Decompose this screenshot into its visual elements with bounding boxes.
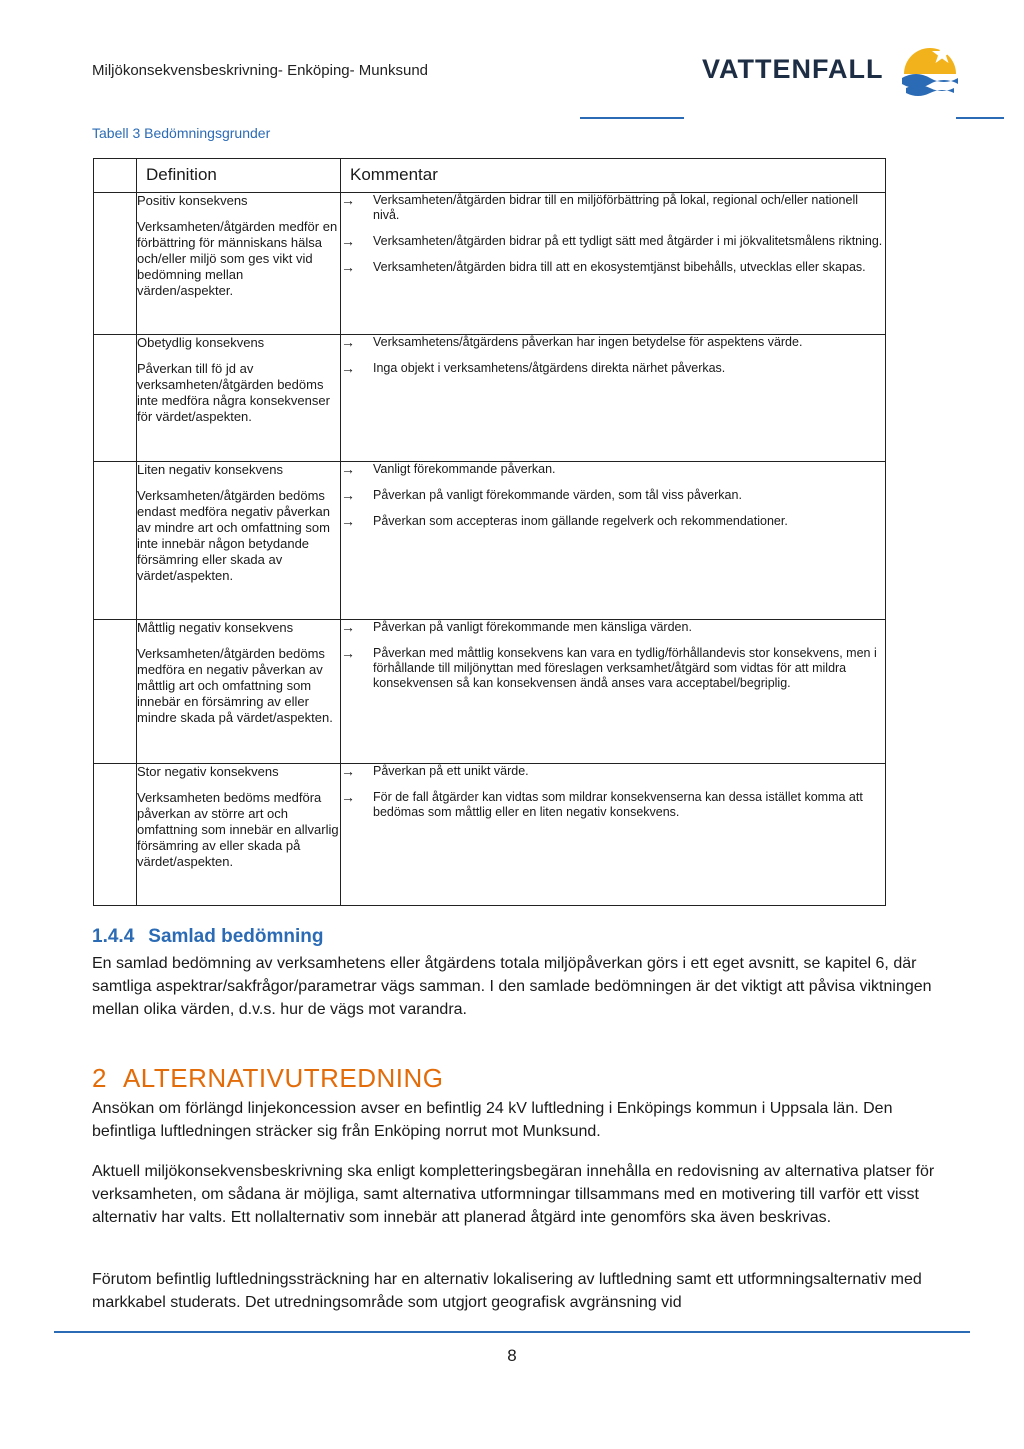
- table-caption: Tabell 3 Bedömningsgrunder: [92, 125, 271, 141]
- comment-text: För de fall åtgärder kan vidtas som mildrar konsekvenserna kan dessa istället komma att bedömas som måttlig eller en liten negativ konsekvens.: [373, 790, 863, 819]
- definition-cell: [137, 764, 341, 906]
- arrow-right-icon: →: [341, 259, 355, 275]
- definition-title: Stor negativ konsekvens: [137, 764, 279, 779]
- table-row: [94, 193, 886, 335]
- table-row: [94, 462, 886, 620]
- section-number: 1.4.4: [92, 926, 135, 947]
- section-paragraph: En samlad bedömning av verksamhetens eller åtgärdens totala miljöpåverkan görs i ett eget avsnitt, se kapitel 6, där samtliga aspektrar/sakfrågor/parametrar vägs samman. I den samlade bedömningen är det viktigt att påvisa viktningen mellan olika värden, d.v.s. hur de vägs mot varandra.: [92, 955, 932, 1018]
- definition-title: Obetydlig konsekvens: [137, 335, 265, 350]
- arrow-right-icon: →: [341, 513, 355, 529]
- comment-text: Verksamhetens/åtgärdens påverkan har ingen betydelse för aspektens värde.: [373, 335, 803, 349]
- section-title: Samlad bedömning: [148, 926, 324, 947]
- comment-item: [341, 234, 885, 249]
- color-swatch: [94, 335, 137, 462]
- comment-text: Verksamheten/åtgärden bidra till att en ekosystemtjänst bibehålls, utvecklas eller skapas.: [373, 260, 866, 274]
- comment-text: Verksamheten/åtgärden bidrar till en miljöförbättring på lokal, regional och/eller nationell nivå.: [373, 193, 858, 222]
- page-number: 8: [507, 1346, 517, 1365]
- chapter-number: 2: [92, 1063, 107, 1093]
- comment-item: [341, 462, 885, 477]
- comment-item: [341, 193, 885, 223]
- color-swatch: [94, 620, 137, 764]
- vattenfall-logo: [702, 40, 962, 100]
- logo-text: VATTENFALL: [702, 54, 884, 84]
- definition-title: Måttlig negativ konsekvens: [137, 620, 294, 635]
- header-color-cell: [94, 159, 137, 193]
- table-row: [94, 335, 886, 462]
- definition-description: Verksamheten bedöms medföra påverkan av större art och omfattning som innebär en allvarlig försämring av eller skada på värdet/aspekten.: [137, 790, 339, 869]
- comment-text: Påverkan på vanligt förekommande värden, som tål viss påverkan.: [373, 488, 742, 502]
- definition-cell: [137, 620, 341, 764]
- arrow-right-icon: →: [341, 763, 355, 779]
- chapter-title: ALTERNATIVUTREDNING: [122, 1063, 444, 1093]
- comment-cell: [341, 764, 886, 906]
- color-swatch: [94, 462, 137, 620]
- comment-item: [341, 335, 885, 350]
- comment-item: [341, 514, 885, 529]
- definition-title: Positiv konsekvens: [137, 193, 248, 208]
- document-title: Miljökonsekvensbeskrivning- Enköping- Munksund: [92, 62, 428, 79]
- comment-text: Påverkan på vanligt förekommande men känsliga värden.: [373, 620, 692, 634]
- comment-item: [341, 361, 885, 376]
- definition-description: Verksamheten/åtgärden bedöms endast medföra negativ påverkan av mindre art och omfattning som inte innebär någon betydande försämring eller skada av värdet/aspekten.: [137, 488, 330, 583]
- comment-text: Påverkan med måttlig konsekvens kan vara en tydlig/förhållandevis stor konsekvens, men i förhållande till miljönyttan med föreslagen verksamhet/åtgärd som vidtas för att mildra konsekvensen så kan konsekvensen ändå anses vara acceptabel/begriplig.: [373, 646, 877, 690]
- comment-item: [341, 260, 885, 275]
- definition-title: Liten negativ konsekvens: [137, 462, 283, 477]
- section-heading: [92, 926, 324, 948]
- arrow-right-icon: →: [341, 645, 355, 661]
- arrow-right-icon: →: [341, 233, 355, 249]
- arrow-right-icon: →: [341, 461, 355, 477]
- sun-wave-icon: [898, 40, 962, 100]
- arrow-right-icon: →: [341, 360, 355, 376]
- comment-cell: [341, 620, 886, 764]
- chapter-paragraph: Förutom befintlig luftledningssträckning har en alternativ lokalisering av luftledning samt ett utformningsalternativ med markkabel studerats. Det utredningsområde som utgjort geografisk avgränsning vid: [92, 1271, 922, 1311]
- table-row: [94, 620, 886, 764]
- chapter-paragraph: Ansökan om förlängd linjekoncession avser en befintlig 24 kV luftledning i Enköpings kommun i Uppsala län. Den befintliga luftledningen sträcker sig från Enköping norrut mot Munksund.: [92, 1100, 893, 1140]
- comment-cell: [341, 193, 886, 335]
- footer-rule: [54, 1331, 970, 1333]
- table-header-row: [94, 159, 886, 193]
- arrow-right-icon: →: [341, 334, 355, 350]
- comment-text: Vanligt förekommande påverkan.: [373, 462, 556, 476]
- comment-item: [341, 646, 885, 691]
- definition-description: Påverkan till fö jd av verksamheten/åtgärden bedöms inte medföra några konsekvenser för värdet/aspekten.: [137, 361, 330, 424]
- header-kommentar: Kommentar: [341, 159, 886, 193]
- header-rule-left: [580, 117, 684, 119]
- comment-item: [341, 488, 885, 503]
- definition-description: Verksamheten/åtgärden medför en förbättring för människans hälsa och/eller miljö som ges vikt vid bedömning mellan värden/aspekter.: [137, 219, 338, 298]
- chapter-paragraph: Aktuell miljökonsekvensbeskrivning ska enligt kompletteringsbegäran innehålla en redovisning av alternativa platser för verksamheten, om sådana är möjliga, samt alternativa utformningar tillsammans med en motivering till varför ett visst alternativ har valts. Ett nollalternativ som innebär att planerad åtgärd inte genomförs ska även beskrivas.: [92, 1163, 935, 1226]
- definition-description: Verksamheten/åtgärden bedöms medföra en negativ påverkan av måttlig art och omfattning som innebär en försämring av eller mindre skada på värdet/aspekten.: [137, 646, 333, 725]
- arrow-right-icon: →: [341, 192, 355, 208]
- arrow-right-icon: →: [341, 619, 355, 635]
- header-rule-right: [956, 117, 1004, 119]
- comment-item: [341, 764, 885, 779]
- comment-text: Påverkan som accepteras inom gällande regelverk och rekommendationer.: [373, 514, 788, 528]
- comment-item: [341, 620, 885, 635]
- definition-cell: [137, 462, 341, 620]
- comment-text: Inga objekt i verksamhetens/åtgärdens direkta närhet påverkas.: [373, 361, 726, 375]
- comment-cell: [341, 462, 886, 620]
- comment-text: Påverkan på ett unikt värde.: [373, 764, 529, 778]
- comment-cell: [341, 335, 886, 462]
- arrow-right-icon: →: [341, 789, 355, 805]
- table-row: [94, 764, 886, 906]
- comment-text: Verksamheten/åtgärden bidrar på ett tydligt sätt med åtgärder i mi jökvalitetsmålens riktning.: [373, 234, 883, 248]
- header-definition: Definition: [137, 159, 341, 193]
- assessment-table: [93, 158, 886, 906]
- color-swatch: [94, 193, 137, 335]
- chapter-heading: [92, 1063, 444, 1094]
- definition-cell: [137, 193, 341, 335]
- arrow-right-icon: →: [341, 487, 355, 503]
- color-swatch: [94, 764, 137, 906]
- comment-item: [341, 790, 885, 820]
- definition-cell: [137, 335, 341, 462]
